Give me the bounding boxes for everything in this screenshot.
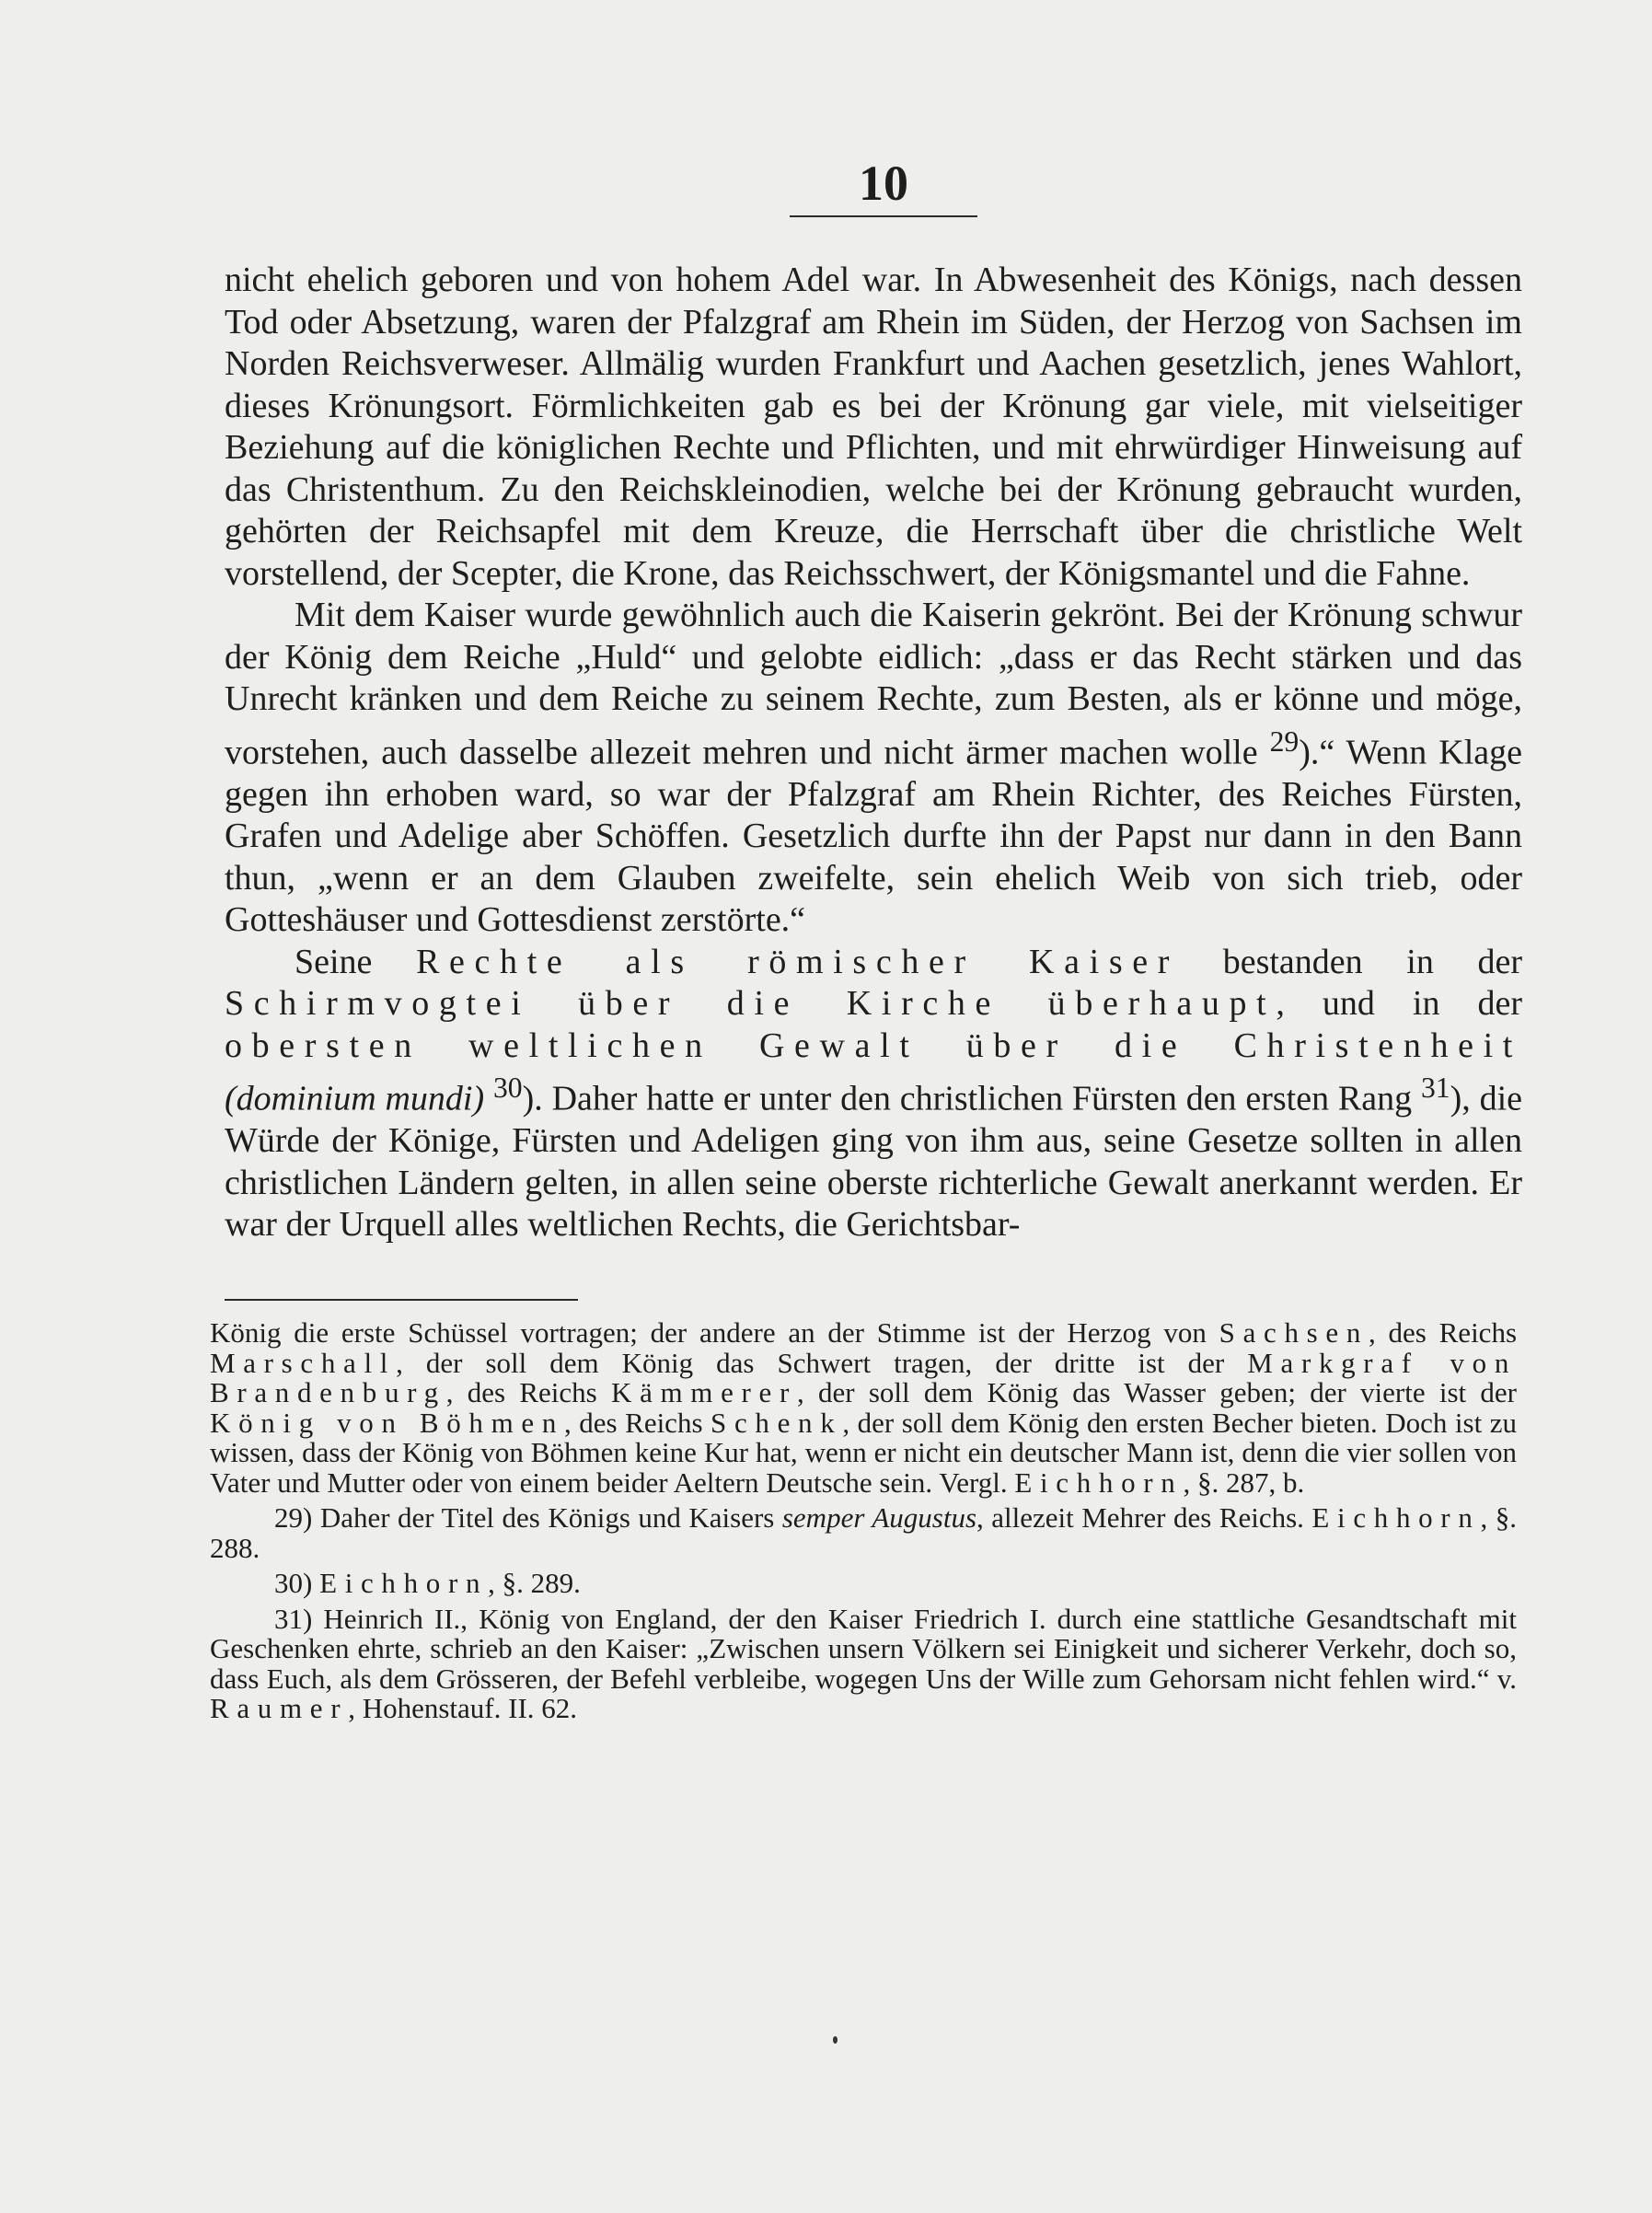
- footnote-29: [210, 1503, 1517, 1563]
- text-run: , Hohenstauf. II. 62.: [348, 1692, 578, 1724]
- italic-text: semper Augustus: [781, 1501, 977, 1534]
- text-run: , des Reichs: [1369, 1316, 1518, 1349]
- text-run: 31) Heinrich II., König von England, der den Kaiser Friedrich I. durch eine stattliche Gesandtschaft mit Geschenken ehrte, schrieb an den Kaiser: „Zwischen unsern Völkern sei Einigkeit und sicherer Verkehr, doch so, dass Euch, als dem Grösseren, der Befehl verbleibe, wogegen Uns der Wille zum Gehorsam nicht fehlen wird.“ v.: [210, 1602, 1517, 1695]
- spaced-emphasis: Sachsen: [1219, 1316, 1369, 1349]
- spaced-emphasis: Raumer: [210, 1692, 349, 1724]
- spaced-emphasis: Rechte als römischer Kaiser: [416, 942, 1180, 981]
- spaced-emphasis: Eichhorn: [1014, 1466, 1184, 1499]
- text-run: , §. 287, b.: [1183, 1466, 1305, 1499]
- spaced-emphasis: Markgraf von Brandenburg: [210, 1346, 1517, 1408]
- text-run: , der soll dem König das Wasser geben; der vierte ist der: [796, 1376, 1517, 1408]
- footnotes: [210, 1318, 1517, 1730]
- footnote-ref: 31: [1420, 1072, 1450, 1105]
- text-run: König die erste Schüssel vortragen; der andere an der Stimme ist der Herzog von: [210, 1316, 1219, 1349]
- text-run: [484, 1080, 493, 1118]
- text-run: , allezeit Mehrer des Reichs.: [976, 1501, 1312, 1534]
- italic-text: (dominium mundi): [225, 1079, 485, 1118]
- text-run: 30): [274, 1567, 320, 1599]
- paragraph-3: [225, 942, 1522, 1246]
- text-run: Seine: [295, 942, 417, 981]
- text-run: , der soll dem König den ersten Becher bieten. Doch ist zu wissen, dass der König von Böhmen keine Kur hat, wenn er nicht ein deutscher Mann ist, denn die vier sollen von Vater und Mutter oder von einem beider Aeltern Deutsche sein. Vergl.: [210, 1406, 1517, 1499]
- text-run: bestanden in der: [1179, 942, 1522, 981]
- text-run: , und in der: [1276, 984, 1522, 1024]
- footnote-30: [210, 1569, 1517, 1599]
- paragraph-1: [225, 260, 1522, 595]
- text-run: , des Reichs: [445, 1376, 611, 1408]
- spaced-emphasis: Kämmerer: [611, 1376, 797, 1408]
- text-run: ), die Würde der Könige, Fürsten und Adeligen ging von ihm aus, seine Gesetze sollten in allen christlichen Ländern gelten, in allen seine oberste richterliche Gewalt anerkannt werden. Er war der Urquell alles weltlichen Rechts, die Gerichtsbar-: [225, 1079, 1523, 1245]
- spaced-emphasis: Schenk: [710, 1406, 843, 1439]
- text-run: , der soll dem König das Schwert tragen, der dritte ist der: [396, 1346, 1248, 1379]
- spaced-emphasis: Schirmvogtei über die Kirche überhaupt: [225, 984, 1277, 1024]
- spaced-emphasis: Marschall: [210, 1346, 397, 1379]
- footnote-ref: 30: [492, 1072, 523, 1105]
- text-run: ). Daher hatte er unter den christlichen Fürsten den ersten Rang: [522, 1079, 1421, 1118]
- text-run: Mit dem Kaiser wurde gewöhnlich auch die Kaiserin gekrönt. Bei der Krönung schwur der König dem Reiche „Huld“ und gelobte eidlich: „dass er das Recht stärken und das Unrecht kränken und dem Reiche zu seinem Rechte, zum Besten, als er könne und möge, vorstehen, auch dasselbe allezeit mehren und nicht ärmer machen wolle: [225, 596, 1522, 772]
- text-run: , §. 289.: [488, 1567, 581, 1599]
- spaced-emphasis: Eichhorn: [319, 1567, 489, 1599]
- ink-speck: [833, 2036, 838, 2044]
- footnote-separator: [225, 1299, 578, 1301]
- text-run: 29) Daher der Titel des Königs und Kaisers: [274, 1501, 782, 1534]
- page-number-rule: [790, 215, 977, 217]
- text-run: nicht ehelich geboren und von hohem Adel war. In Abwesenheit des Königs, nach dessen Tod oder Absetzung, waren der Pfalzgraf am Rhein im Süden, der Herzog von Sachsen im Norden Reichsverweser. Allmälig wurden Frankfurt und Aachen gesetzlich, jenes Wahlort, dieses Krönungsort. Förmlichkeiten gab es bei der Krönung gar viele, mit vielseitiger Beziehung auf die königlichen Rechte und Pflichten, und mit ehrwürdiger Hinweisung auf das Christenthum. Zu den Reichskleinodien, welche bei der Krönung gebraucht wurden, gehörten der Reichsapfel mit dem Kreuze, die Herrschaft über die christliche Welt vorstellend, der Scepter, die Krone, das Reichsschwert, der Königsmantel und die Fahne.: [225, 261, 1522, 593]
- spaced-emphasis: König von Böhmen: [210, 1406, 564, 1439]
- text-run: ).“ Wenn Klage gegen ihn erhoben ward, so war der Pfalzgraf am Rhein Richter, des Reiches Fürsten, Grafen und Adelige aber Schöffen. Gesetzlich durfte ihn der Papst nur dann in den Bann thun, „wenn er an dem Glauben zweifelte, sein ehelich Weib von sich trieb, oder Gotteshäuser und Gottesdienst zerstörte.“: [225, 733, 1522, 940]
- spaced-emphasis: obersten weltlichen Gewalt über die Christenheit: [225, 1025, 1522, 1065]
- text-run: , §. 288.: [210, 1501, 1517, 1564]
- paragraph-2: [225, 595, 1522, 942]
- spaced-emphasis: Eichhorn: [1311, 1501, 1481, 1534]
- footnote-31: [210, 1602, 1517, 1724]
- main-text: [225, 260, 1522, 1246]
- text-run: , des Reichs: [564, 1406, 711, 1439]
- footnote-ref: 29: [1269, 724, 1300, 758]
- page-number: 10: [859, 156, 908, 211]
- footnote-continuation: [210, 1318, 1517, 1498]
